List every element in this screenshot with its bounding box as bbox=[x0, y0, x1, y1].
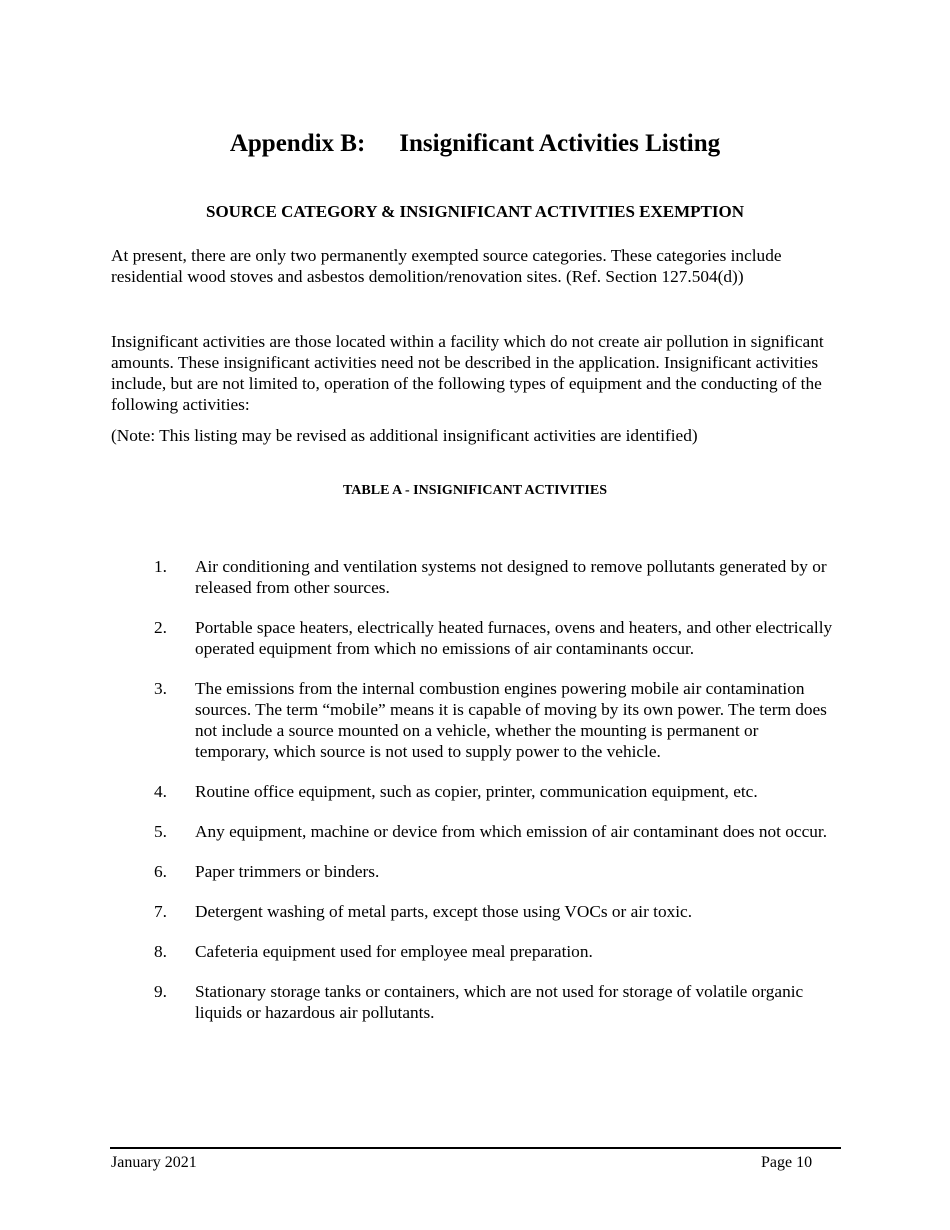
page-title bbox=[0, 128, 950, 160]
list-item bbox=[111, 821, 841, 842]
list-item-text: Any equipment, machine or device from which emission of air contaminant does not occur. bbox=[195, 822, 828, 841]
list-item-text: Portable space heaters, electrically heated furnaces, ovens and heaters, and other electrically operated equipment from which no emissions of air contaminants occur. bbox=[195, 618, 833, 658]
list-item-number: 4. bbox=[154, 782, 167, 801]
section-heading: SOURCE CATEGORY & INSIGNIFICANT ACTIVITIES EXEMPTION bbox=[206, 202, 744, 221]
list-item-number: 1. bbox=[154, 557, 167, 576]
list-item-text: Paper trimmers or binders. bbox=[195, 862, 380, 881]
list-item-text: Air conditioning and ventilation systems not designed to remove pollutants generated by or released from other sources. bbox=[195, 557, 827, 597]
list-item-text: Detergent washing of metal parts, except those using VOCs or air toxic. bbox=[195, 902, 693, 921]
list-item bbox=[111, 556, 841, 598]
paragraph-exempt-categories: At present, there are only two permanently exempted source categories. These categories include residential wood stoves and asbestos demolition/renovation sites. (Ref. Section 127.504(d)) bbox=[111, 246, 782, 286]
list-item-text: The emissions from the internal combustion engines powering mobile air contamination sources. The term “mobile” means it is capable of moving by its own power. The term does not include a source mounted on a vehicle, whether the mounting is permanent or temporary, which source is not used to supply power to the vehicle. bbox=[195, 679, 827, 761]
paragraph-insignificant-activities: Insignificant activities are those located within a facility which do not create air pollution in significant amounts. These insignificant activities need not be described in the application. Insignificant activities include, but are not limited to, operation of the following types of equipment and the conducting of the following activities: bbox=[111, 332, 824, 414]
list-item bbox=[111, 861, 841, 882]
title-text: Insignificant Activities Listing bbox=[399, 130, 721, 157]
list-item bbox=[111, 781, 841, 802]
list-item-number: 5. bbox=[154, 822, 167, 841]
list-item-text: Routine office equipment, such as copier, printer, communication equipment, etc. bbox=[195, 782, 758, 801]
list-item bbox=[111, 941, 841, 962]
list-item-text: Cafeteria equipment used for employee meal preparation. bbox=[195, 942, 593, 961]
list-item-number: 3. bbox=[154, 679, 167, 698]
list-item bbox=[111, 617, 841, 659]
list-item-number: 9. bbox=[154, 982, 167, 1001]
table-title: TABLE A - INSIGNIFICANT ACTIVITIES bbox=[342, 483, 607, 498]
list-item-number: 6. bbox=[154, 862, 167, 881]
activities-list bbox=[111, 556, 841, 1042]
list-item-number: 8. bbox=[154, 942, 167, 961]
list-item bbox=[111, 901, 841, 922]
footer-divider bbox=[110, 1147, 841, 1149]
title-prefix: Appendix B: bbox=[229, 130, 366, 157]
list-item bbox=[111, 678, 841, 762]
list-item-number: 2. bbox=[154, 618, 167, 637]
footer-page-number: Page 10 bbox=[761, 1154, 813, 1171]
list-item bbox=[111, 981, 841, 1023]
footer-date: January 2021 bbox=[111, 1154, 197, 1171]
list-item-text: Stationary storage tanks or containers, which are not used for storage of volatile organic liquids or hazardous air pollutants. bbox=[195, 982, 804, 1022]
list-item-number: 7. bbox=[154, 902, 167, 921]
paragraph-note: (Note: This listing may be revised as additional insignificant activities are identified) bbox=[111, 426, 698, 445]
